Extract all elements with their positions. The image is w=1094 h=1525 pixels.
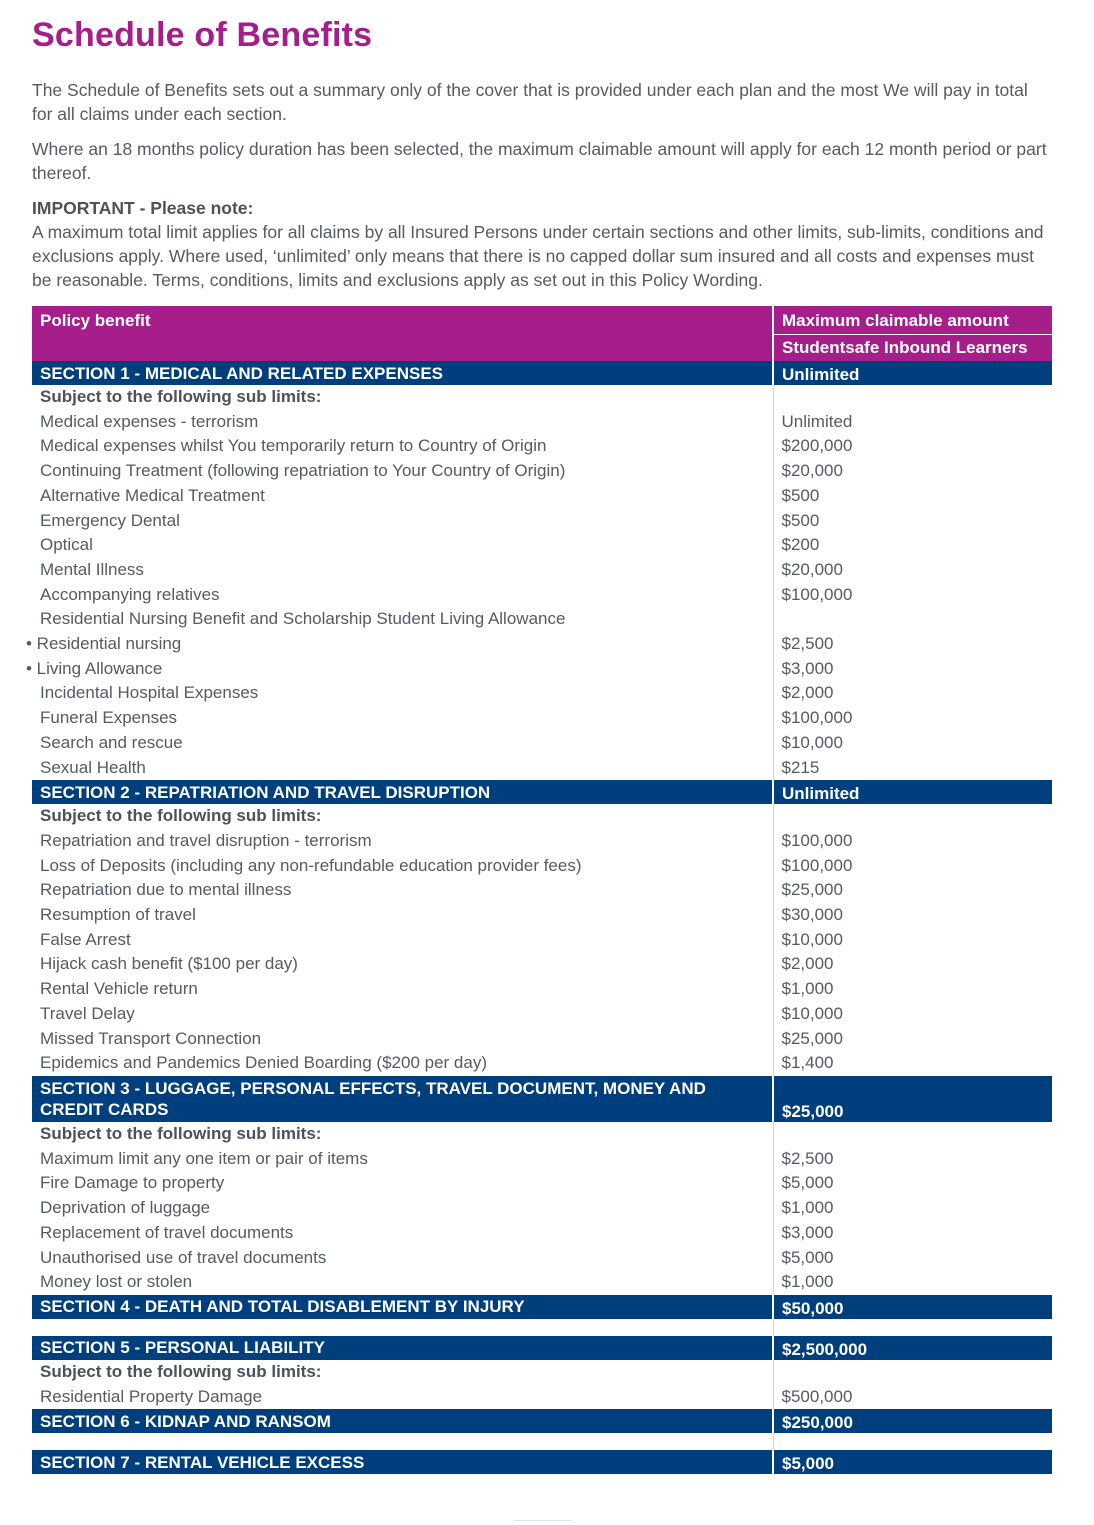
section-4-amount: $50,000: [773, 1295, 1052, 1319]
benefit-amount: $200: [773, 533, 1052, 558]
benefit-name: Unauthorised use of travel documents: [40, 1247, 327, 1267]
benefit-amount: $10,000: [773, 731, 1052, 756]
benefits-table: [26, 306, 1052, 1474]
benefit-label: [32, 1051, 773, 1076]
section-6-amount: $250,000: [773, 1409, 1052, 1433]
section-3-title: SECTION 3 - LUGGAGE, PERSONAL EFFECTS, TRAVEL DOCUMENT, MONEY AND CREDIT CARDS: [32, 1076, 773, 1122]
table-row: [32, 484, 1052, 509]
header-policy-benefit: Policy benefit: [32, 306, 773, 361]
spacer-cell: [773, 1433, 1052, 1450]
benefit-amount: $200,000: [773, 434, 1052, 459]
benefit-label: [32, 1385, 773, 1410]
benefit-label: [32, 854, 773, 879]
benefit-label: [32, 1147, 773, 1172]
benefit-amount: $25,000: [773, 878, 1052, 903]
table-row: [32, 756, 1052, 781]
benefit-name: Emergency Dental: [40, 510, 180, 530]
benefit-name: Search and rescue: [40, 732, 183, 752]
important-note-text: A maximum total limit applies for all claims by all Insured Persons under certain sections and other limits, sub-limits, conditions and exclusions apply. Where used, ‘unlimited’ only means that there is no capped dollar sum insured and all costs and expenses must be reasonable. Terms, conditions, limits and exclusions apply as set out in this Policy Wording.: [32, 222, 1044, 290]
table-row: [32, 878, 1052, 903]
section-7-row: [32, 1450, 1052, 1474]
benefit-name: Fire Damage to property: [40, 1173, 225, 1193]
benefit-amount: $100,000: [773, 583, 1052, 608]
benefit-amount: $2,500: [773, 632, 1052, 657]
table-row: [32, 410, 1052, 435]
table-row: [32, 903, 1052, 928]
section-2-amount: Unlimited: [773, 780, 1052, 804]
benefit-label: [32, 977, 773, 1002]
table-row: [32, 854, 1052, 879]
section-3-row: [32, 1076, 1052, 1122]
sub-limits-label: Subject to the following sub limits:: [40, 806, 322, 826]
table-row: [32, 1147, 1052, 1172]
table-row: [32, 558, 1052, 583]
section-6-title: SECTION 6 - KIDNAP AND RANSOM: [32, 1409, 773, 1433]
benefit-name: Residential Property Damage: [40, 1386, 263, 1406]
benefit-amount: $500: [773, 484, 1052, 509]
benefit-amount: $2,000: [773, 952, 1052, 977]
sub-limits-amount-empty: [773, 1360, 1052, 1385]
benefit-amount: [773, 607, 1052, 632]
benefit-label: [32, 952, 773, 977]
benefit-amount: $5,000: [773, 1246, 1052, 1271]
intro-paragraph-2: Where an 18 months policy duration has been selected, the maximum claimable amount will apply for each 12 month period or part thereof.: [32, 139, 1047, 183]
benefit-name: Replacement of travel documents: [40, 1222, 294, 1242]
benefit-name: Maximum limit any one item or pair of items: [40, 1148, 368, 1168]
benefit-amount: $30,000: [773, 903, 1052, 928]
benefit-amount: $2,500: [773, 1147, 1052, 1172]
benefit-label: [32, 681, 773, 706]
section-1-title: SECTION 1 - MEDICAL AND RELATED EXPENSES: [32, 361, 773, 385]
page-footer-mark: [514, 1520, 572, 1521]
benefit-amount: $3,000: [773, 1221, 1052, 1246]
benefit-label: [32, 1002, 773, 1027]
table-row: [32, 1196, 1052, 1221]
section-1-amount: Unlimited: [773, 361, 1052, 385]
sub-limits-label: Subject to the following sub limits:: [40, 387, 322, 406]
table-row: [32, 434, 1052, 459]
benefit-name: Repatriation due to mental illness: [40, 880, 292, 900]
benefit-label: [32, 607, 773, 632]
table-row: [32, 632, 1052, 657]
benefit-name: Rental Vehicle return: [40, 979, 198, 999]
section-6-row: [32, 1409, 1052, 1433]
benefit-label: [32, 509, 773, 534]
sub-limits-label: Subject to the following sub limits:: [40, 1361, 322, 1381]
section-7-amount: $5,000: [773, 1450, 1052, 1474]
benefit-name: Missed Transport Connection: [40, 1028, 262, 1048]
section-4-spacer-row: [32, 1319, 1052, 1336]
benefit-label: [32, 1270, 773, 1295]
benefit-label: [32, 459, 773, 484]
table-row: [32, 509, 1052, 534]
benefit-amount: $100,000: [773, 854, 1052, 879]
benefit-amount: $1,000: [773, 1196, 1052, 1221]
benefit-amount: $20,000: [773, 558, 1052, 583]
table-row: [32, 1051, 1052, 1076]
benefit-name: Mental Illness: [40, 559, 144, 579]
benefit-amount: $10,000: [773, 928, 1052, 953]
benefit-label: [32, 829, 773, 854]
benefit-label: [32, 583, 773, 608]
section-3-amount: $25,000: [773, 1076, 1052, 1122]
benefit-label: [32, 706, 773, 731]
benefit-label: [32, 928, 773, 953]
section-6-spacer-row: [32, 1433, 1052, 1450]
benefit-name: Funeral Expenses: [40, 708, 178, 728]
header-plan-name: Studentsafe Inbound Learners: [773, 335, 1052, 362]
benefit-amount: $10,000: [773, 1002, 1052, 1027]
benefit-amount: Unlimited: [773, 410, 1052, 435]
table-row: [32, 706, 1052, 731]
benefit-name: Hijack cash benefit ($100 per day): [40, 954, 298, 974]
benefit-bullet-item: • Residential nursing: [26, 634, 182, 654]
benefit-label: [32, 484, 773, 509]
benefit-label: [32, 756, 773, 781]
table-row: [32, 681, 1052, 706]
table-row: [32, 533, 1052, 558]
benefit-amount: $500,000: [773, 1385, 1052, 1410]
table-row: [32, 607, 1052, 632]
section-5-amount: $2,500,000: [773, 1336, 1052, 1360]
benefit-name: Accompanying relatives: [40, 584, 220, 604]
benefit-amount: $5,000: [773, 1171, 1052, 1196]
intro-paragraph-1: The Schedule of Benefits sets out a summary only of the cover that is provided under each plan and the most We will pay in total for all claims under each section.: [32, 80, 1028, 124]
table-row: [32, 1385, 1052, 1410]
benefit-label: [32, 731, 773, 756]
benefit-name: Deprivation of luggage: [40, 1198, 211, 1218]
section-5-title: SECTION 5 - PERSONAL LIABILITY: [32, 1336, 773, 1360]
section-3-sub-limits-row: [32, 1122, 1052, 1147]
benefit-name: Loss of Deposits (including any non-refundable education provider fees): [40, 855, 582, 875]
section-2-row: [32, 780, 1052, 804]
benefit-name: Medical expenses whilst You temporarily return to Country of Origin: [40, 436, 547, 456]
benefit-name: Residential Nursing Benefit and Scholarship Student Living Allowance: [40, 609, 566, 629]
section-5-sub-limits-row: [32, 1360, 1052, 1385]
table-row: [32, 583, 1052, 608]
benefit-label: [32, 1171, 773, 1196]
benefit-amount: $215: [773, 756, 1052, 781]
benefit-name: Incidental Hospital Expenses: [40, 683, 259, 703]
benefit-label: [32, 1027, 773, 1052]
benefit-amount: $3,000: [773, 657, 1052, 682]
spacer-cell: [32, 1433, 773, 1450]
spacer-cell: [773, 1319, 1052, 1336]
table-row: [32, 459, 1052, 484]
section-2-title: SECTION 2 - REPATRIATION AND TRAVEL DISRUPTION: [32, 780, 773, 804]
table-row: [32, 1002, 1052, 1027]
benefit-name: Travel Delay: [40, 1003, 135, 1023]
sub-limits-label: Subject to the following sub limits:: [40, 1123, 322, 1143]
benefit-amount: $1,000: [773, 977, 1052, 1002]
section-1-row: [32, 361, 1052, 385]
benefit-name: Resumption of travel: [40, 905, 196, 925]
benefit-label: [32, 410, 773, 435]
benefit-name: Repatriation and travel disruption - terrorism: [40, 830, 372, 850]
benefit-amount: $20,000: [773, 459, 1052, 484]
table-header-row: [32, 306, 1052, 335]
benefit-name: Optical: [40, 535, 93, 555]
section-4-title: SECTION 4 - DEATH AND TOTAL DISABLEMENT BY INJURY: [32, 1295, 773, 1319]
benefit-name: Money lost or stolen: [40, 1272, 193, 1292]
page-title: Schedule of Benefits: [32, 16, 373, 54]
table-row: [32, 1171, 1052, 1196]
benefit-name: Continuing Treatment (following repatriation to Your Country of Origin): [40, 461, 566, 481]
benefit-label: [32, 434, 773, 459]
table-row: [32, 829, 1052, 854]
benefit-amount: $100,000: [773, 829, 1052, 854]
benefit-label: [32, 533, 773, 558]
important-note-title: IMPORTANT - Please note:: [32, 198, 254, 218]
spacer-cell: [32, 1319, 773, 1336]
table-row: [32, 977, 1052, 1002]
table-row: [32, 1246, 1052, 1271]
benefit-amount: $25,000: [773, 1027, 1052, 1052]
benefit-label: [32, 558, 773, 583]
benefit-name: Medical expenses - terrorism: [40, 411, 259, 431]
section-7-title: SECTION 7 - RENTAL VEHICLE EXCESS: [32, 1450, 773, 1474]
page: [26, 14, 1052, 1474]
table-row: [32, 928, 1052, 953]
benefit-label: [32, 1196, 773, 1221]
section-5-row: [32, 1336, 1052, 1360]
benefit-label: [26, 632, 773, 657]
benefit-name: Epidemics and Pandemics Denied Boarding ($200 per day): [40, 1053, 487, 1073]
benefit-amount: $2,000: [773, 681, 1052, 706]
table-row: [32, 731, 1052, 756]
section-1-sub-limits-row: [32, 385, 1052, 410]
benefit-bullet-item: • Living Allowance: [26, 658, 163, 678]
benefit-amount: $1,000: [773, 1270, 1052, 1295]
header-max-claimable: Maximum claimable amount: [773, 306, 1052, 335]
benefit-amount: $1,400: [773, 1051, 1052, 1076]
table-row: [32, 1221, 1052, 1246]
table-row: [32, 657, 1052, 682]
sub-limits-amount-empty: [773, 385, 1052, 410]
sub-limits-amount-empty: [773, 804, 1052, 829]
benefit-label: [32, 1246, 773, 1271]
table-row: [32, 1270, 1052, 1295]
benefit-label: [32, 878, 773, 903]
benefit-name: Alternative Medical Treatment: [40, 485, 265, 505]
benefit-amount: $100,000: [773, 706, 1052, 731]
benefit-label: [32, 903, 773, 928]
benefit-label: [32, 1221, 773, 1246]
section-2-sub-limits-row: [32, 804, 1052, 829]
section-4-row: [32, 1295, 1052, 1319]
benefit-name: False Arrest: [40, 929, 131, 949]
sub-limits-amount-empty: [773, 1122, 1052, 1147]
table-row: [32, 952, 1052, 977]
benefit-amount: $500: [773, 509, 1052, 534]
table-row: [32, 1027, 1052, 1052]
benefit-label: [26, 657, 773, 682]
benefit-name: Sexual Health: [40, 757, 146, 777]
